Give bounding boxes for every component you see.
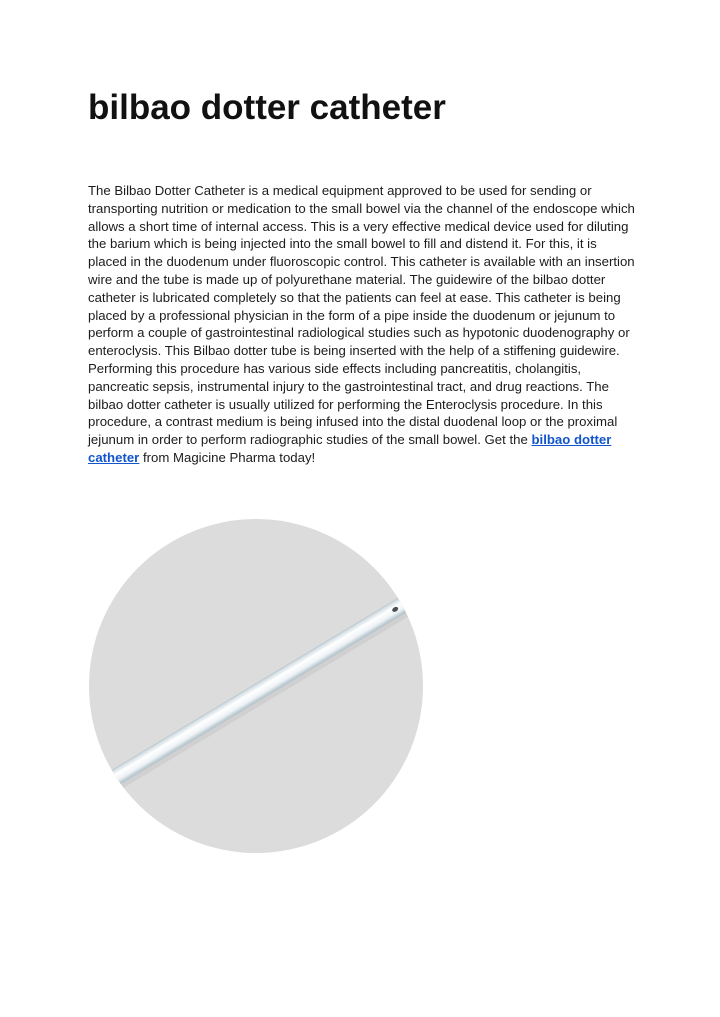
page-title: bilbao dotter catheter [88,88,446,127]
catheter-illustration [88,518,424,854]
product-link[interactable]: bilbao dotter catheter [88,432,612,465]
paragraph-text-end: from Magicine Pharma today! [139,449,316,465]
paragraph-text: The Bilbao Dotter Catheter is a medical equipment approved to be used for sending or transporting nutrition or medication to the small bowel via the channel of the endoscope which allows a short time of internal access. This is a very effective medical device used for diluting the barium which is being injected into the small bowel to fill and distend it. For this, it is placed in the duodenum under fluoroscopic control. This catheter is available with an insertion wire and the tube is made up of polyurethane material. The guidewire of the bilbao dotter catheter is lubricated completely so that the patients can feel at ease. This catheter is being placed by a professional physician in the form of a pipe inside the duodenum or jejunum to perform a couple of gastrointestinal radiological studies such as hypotonic duodenography or enteroclysis. This Bilbao dotter tube is being inserted with the help of a stiffening guidewire. Performing this procedure has various side effects including pancreatitis, cholangitis, pancreatic sepsis, instrumental injury to the gastrointestinal tract, and drug reactions. The bilbao dotter catheter is usually utilized for performing the Enteroclysis procedure. In this procedure, a contrast medium is being infused into the distal duodenal loop or the proximal jejunum in order to perform radiographic studies of the small bowel. Get the [88,183,635,448]
body-paragraph [88,182,636,467]
catheter-image [88,518,424,854]
